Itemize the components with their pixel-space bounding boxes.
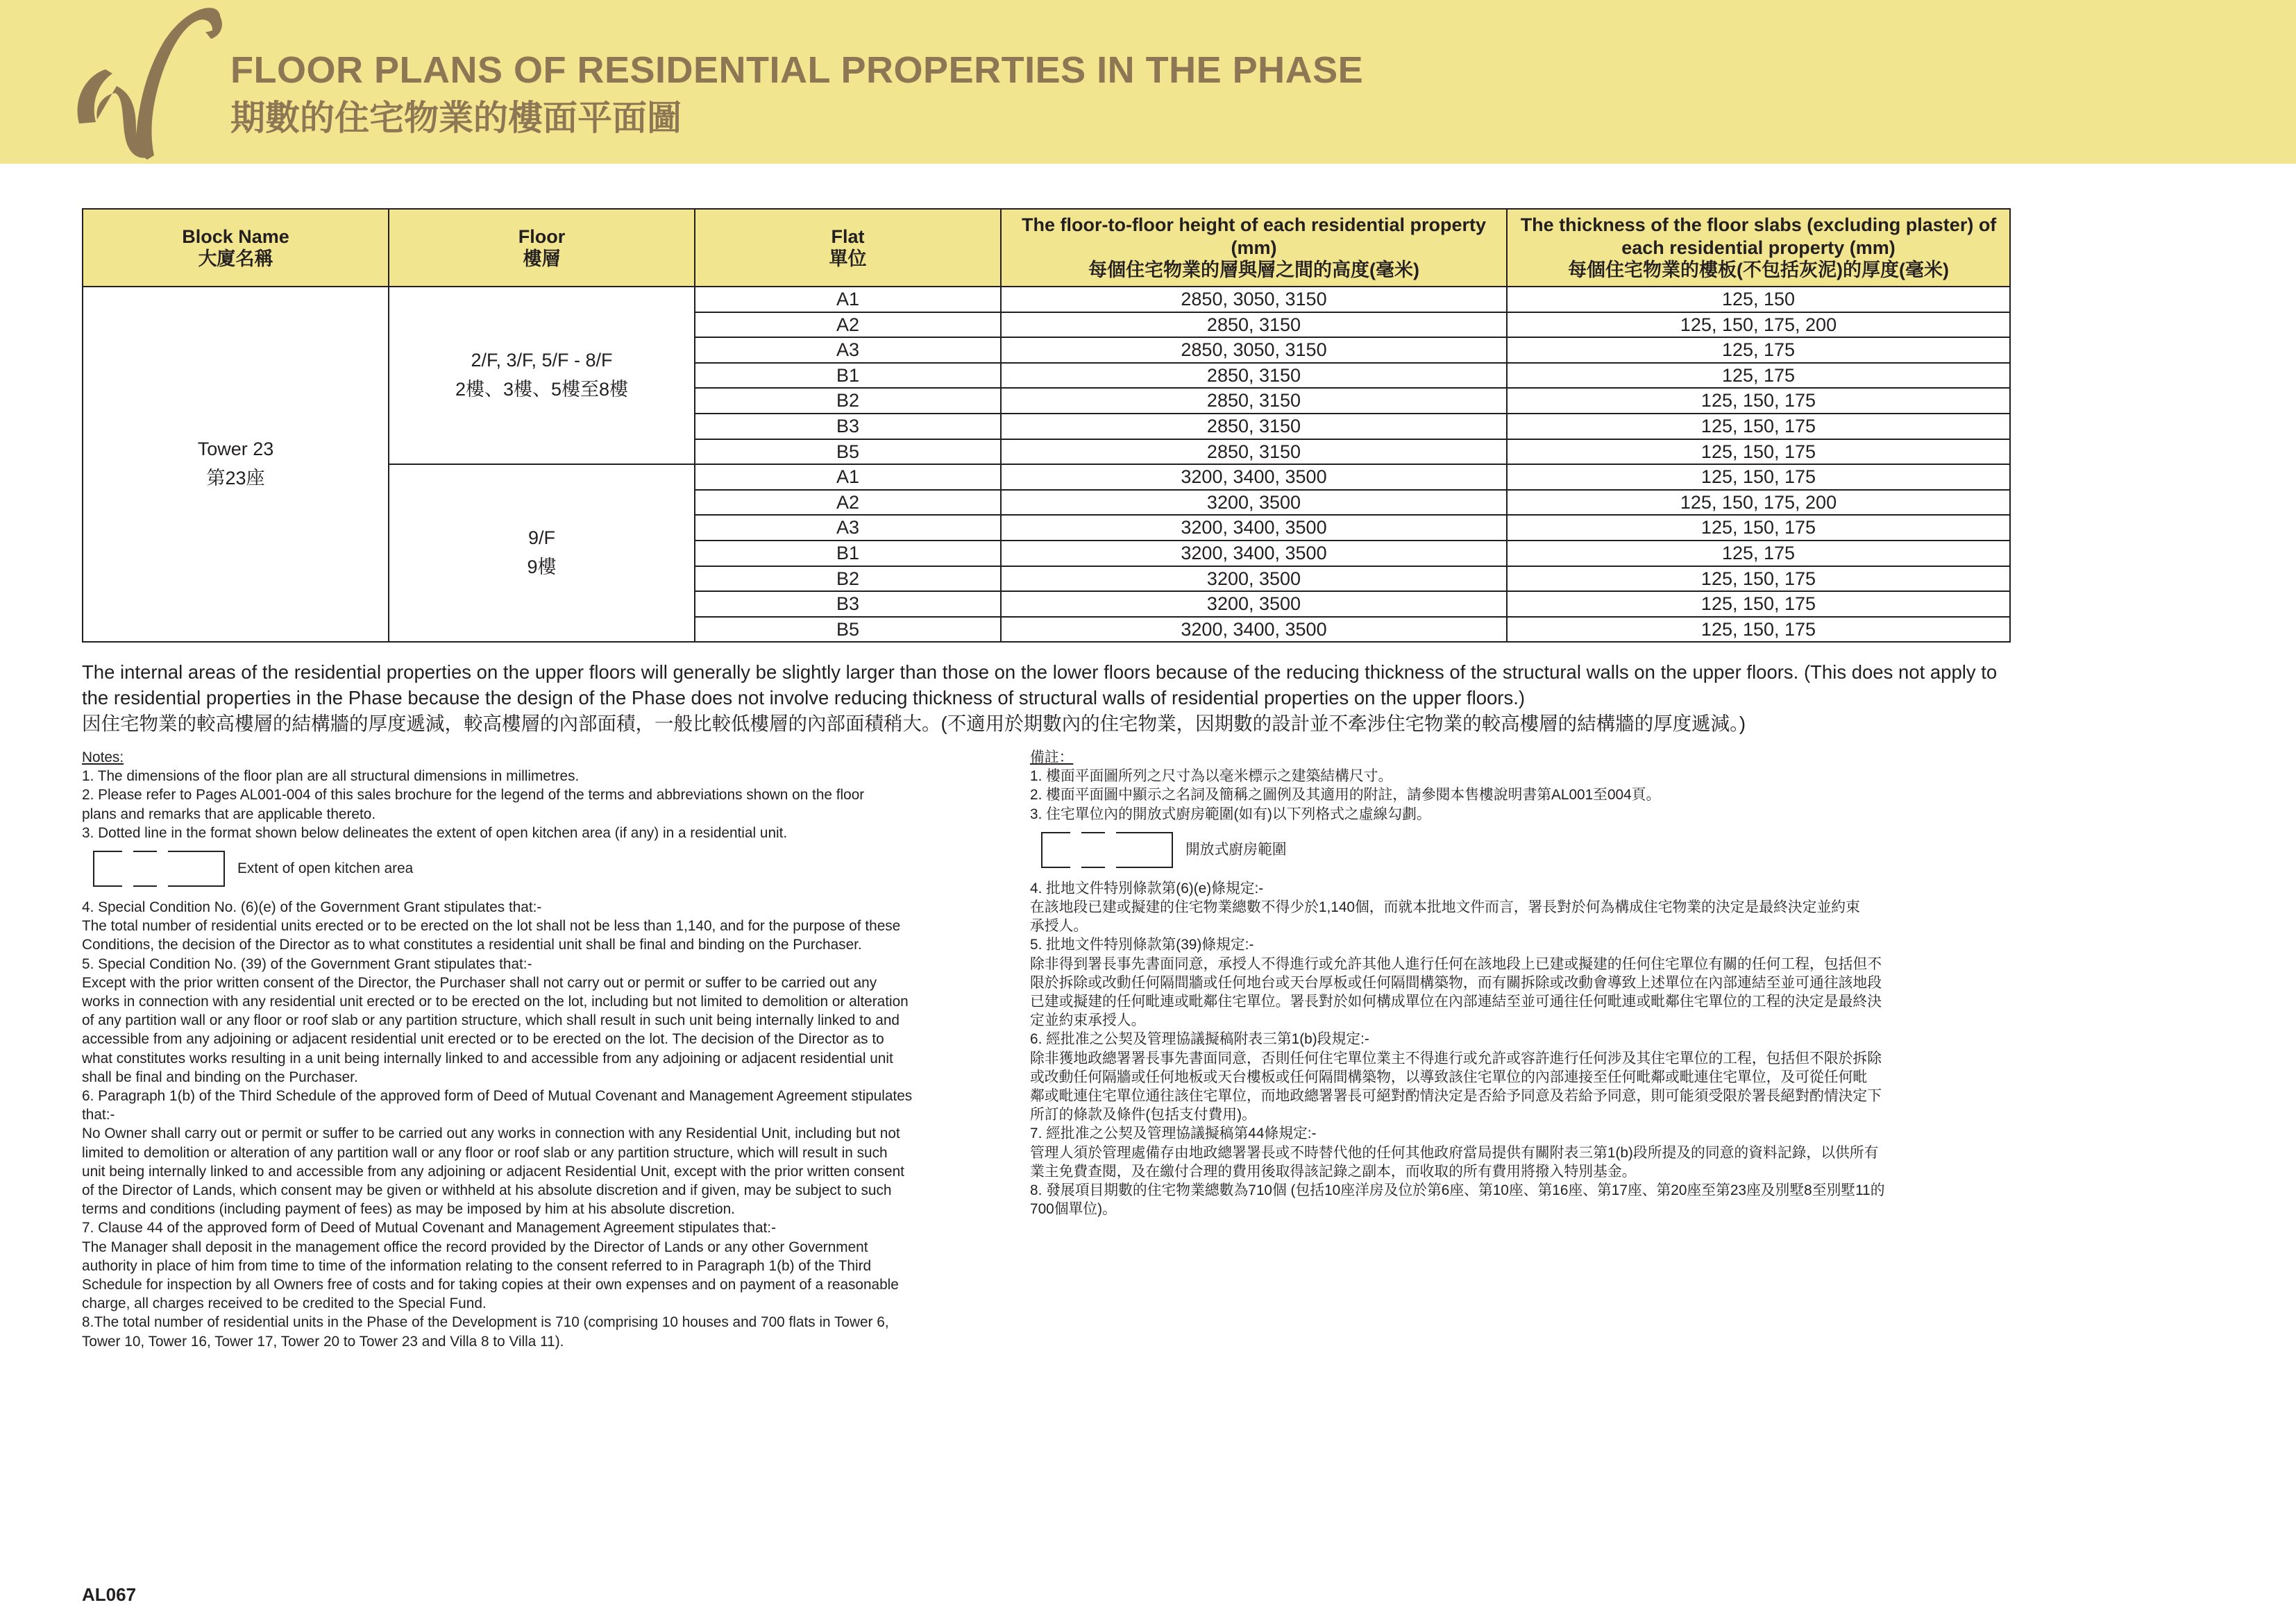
note-line-en: 7. Clause 44 of the approved form of Deed of Mutual Covenant and Management Agreement stipulates that:- bbox=[82, 1220, 777, 1237]
floor-height-cell: 3200, 3400, 3500 bbox=[1001, 541, 1507, 566]
floor-height-slab-table bbox=[82, 208, 2011, 643]
note-line-zh: 管理人須於管理處備存由地政總署署長或不時替代他的任何其他政府當局提供有關附表三第1(b)段所提及的同意的資料記錄，以供所有 bbox=[1030, 1144, 1879, 1161]
note-line-en: authority in place of him from time to time of the information relating to the consent referred to in Paragraph 1(b) of the Third bbox=[82, 1257, 872, 1274]
slab-thickness-cell: 125, 150, 175 bbox=[1507, 439, 2010, 465]
note-line-en: terms and conditions (including payment of fees) as may be imposed by him at his absolute discretion. bbox=[82, 1201, 735, 1218]
flat-cell: A1 bbox=[695, 464, 1001, 490]
flat-cell: A2 bbox=[695, 490, 1001, 516]
block-name-cell: Tower 23 第23座 bbox=[83, 287, 389, 642]
notes-en-list-b bbox=[82, 898, 1005, 1351]
note-line-en: Except with the prior written consent of the Director, the Purchaser shall not carry out or permit or suffer to be carried out any bbox=[82, 974, 877, 991]
floor-cell: 9/F 9樓 bbox=[389, 464, 695, 642]
note-line-zh: 除非獲地政總署署長事先書面同意，否則任何住宅單位業主不得進行或允許或容許進行任何涉及其住宅單位的工程，包括但不限於拆除 bbox=[1030, 1050, 1882, 1067]
brand-logo-icon bbox=[69, 0, 229, 164]
remark-zh-line: 因住宅物業的較高樓層的結構牆的厚度遞減，較高樓層的內部面積，一般比較低樓層的內部面積稍大。(不適用於期數內的住宅物業，因期數的設計並不牽涉住宅物業的較高樓層的結構牆的厚度遞減。) bbox=[82, 713, 1746, 734]
notes-zh-list-a bbox=[1030, 767, 2010, 824]
notes-en-list-a bbox=[82, 767, 1005, 842]
floor-height-cell: 2850, 3150 bbox=[1001, 363, 1507, 389]
note-line-en: 2. Please refer to Pages AL001-004 of this sales brochure for the legend of the terms and abbreviations shown on the floor bbox=[82, 787, 865, 804]
flat-cell: B5 bbox=[695, 439, 1001, 465]
flat-cell: B2 bbox=[695, 388, 1001, 414]
header-banner bbox=[0, 0, 2296, 164]
table-header-row bbox=[83, 209, 2010, 287]
dotted-line-box-icon bbox=[1041, 832, 1173, 868]
floor-height-cell: 3200, 3400, 3500 bbox=[1001, 464, 1507, 490]
note-line-en: 6. Paragraph 1(b) of the Third Schedule of the approved form of Deed of Mutual Covenant and Management Agreement stipulates bbox=[82, 1088, 913, 1105]
floor-cell: 2/F, 3/F, 5/F - 8/F 2樓、3樓、5樓至8樓 bbox=[389, 287, 695, 464]
page-number: AL067 bbox=[82, 1584, 137, 1605]
column-header-floor: Floor 樓層 bbox=[389, 209, 695, 287]
floor-height-cell: 3200, 3500 bbox=[1001, 566, 1507, 592]
column-header-block: Block Name 大廈名稱 bbox=[83, 209, 389, 287]
note-line-en: what constitutes works resulting in a unit being internally linked to and accessible from any adjoining or adjacent residential unit bbox=[82, 1050, 893, 1067]
note-line-zh: 所訂的條款及條件(包括支付費用)。 bbox=[1030, 1107, 1256, 1123]
slab-thickness-cell: 125, 150, 175, 200 bbox=[1507, 312, 2010, 338]
note-line-en: 8.The total number of residential units in the Phase of the Development is 710 (comprising 10 houses and 700 flats in Tower 6, bbox=[82, 1314, 889, 1331]
dotted-line-box-icon bbox=[93, 851, 225, 887]
note-line-en: 4. Special Condition No. (6)(e) of the Government Grant stipulates that:- bbox=[82, 899, 542, 916]
note-line-en: of any partition wall or any floor or roof slab or any partition structure, which shall result in such unit being internally linked to and bbox=[82, 1012, 900, 1029]
flat-cell: A1 bbox=[695, 287, 1001, 312]
open-kitchen-label: Extent of open kitchen area bbox=[237, 860, 414, 877]
floor-height-cell: 2850, 3150 bbox=[1001, 414, 1507, 439]
note-line-en: shall be final and binding on the Purchaser. bbox=[82, 1069, 358, 1085]
note-line-zh: 700個單位)。 bbox=[1030, 1201, 1117, 1218]
note-line-en: No Owner shall carry out or permit or suffer to be carried out any works in connection with any Residential Unit, including but not bbox=[82, 1125, 900, 1142]
flat-cell: A3 bbox=[695, 515, 1001, 541]
slab-thickness-cell: 125, 150, 175 bbox=[1507, 414, 2010, 439]
open-kitchen-legend bbox=[82, 847, 1005, 895]
notes-heading: Notes: bbox=[82, 749, 124, 765]
slab-thickness-cell: 125, 175 bbox=[1507, 541, 2010, 566]
remark-en-line: The internal areas of the residential properties on the upper floors will generally be slightly larger than those on the lower floors because of the reducing thickness of the structural walls on the upper floors. (This does not apply to bbox=[82, 661, 1998, 683]
floor-height-cell: 2850, 3150 bbox=[1001, 439, 1507, 465]
column-header-floor-height: The floor-to-floor height of each residential property (mm) 每個住宅物業的層與層之間的高度(毫米) bbox=[1001, 209, 1507, 287]
notes-zh-list-b bbox=[1030, 879, 2010, 1219]
note-line-zh: 除非得到署長事先書面同意，承授人不得進行或允許其他人進行任何在該地段上已建或擬建的任何住宅單位有關的任何工程，包括但不 bbox=[1030, 955, 1882, 972]
note-line-en: charge, all charges received to be credited to the Special Fund. bbox=[82, 1295, 487, 1312]
note-line-en: of the Director of Lands, which consent may be given or withheld at his absolute discretion and if given, may be subject to such bbox=[82, 1182, 892, 1199]
slab-thickness-cell: 125, 150 bbox=[1507, 287, 2010, 312]
notes-chinese bbox=[1030, 748, 2010, 1218]
note-line-en: The Manager shall deposit in the management office the record provided by the Director of Lands or any other Government bbox=[82, 1239, 868, 1255]
slab-thickness-cell: 125, 150, 175 bbox=[1507, 388, 2010, 414]
slab-thickness-cell: 125, 150, 175 bbox=[1507, 515, 2010, 541]
note-line-zh: 或改動任何隔牆或任何地板或天台樓板或任何隔間構築物，以導致該住宅單位的內部連接至任何毗鄰或毗連住宅單位，及可從任何毗 bbox=[1030, 1069, 1868, 1085]
page-title-en: FLOOR PLANS OF RESIDENTIAL PROPERTIES IN THE PHASE bbox=[230, 49, 1364, 91]
floor-height-cell: 3200, 3400, 3500 bbox=[1001, 515, 1507, 541]
note-line-en: 3. Dotted line in the format shown below delineates the extent of open kitchen area (if any) in a residential unit. bbox=[82, 824, 788, 841]
note-line-zh: 6. 經批准之公契及管理協議擬稿附表三第1(b)段規定:- bbox=[1030, 1031, 1369, 1048]
note-line-en: limited to demolition or alteration of any partition wall or any floor or roof slab or any partition structure, which will result in such bbox=[82, 1144, 888, 1161]
slab-thickness-cell: 125, 150, 175, 200 bbox=[1507, 490, 2010, 516]
note-line-zh: 2. 樓面平面圖中顯示之名詞及簡稱之圖例及其適用的附註，請參閱本售樓說明書第AL001至004頁。 bbox=[1030, 787, 1661, 804]
slab-thickness-cell: 125, 175 bbox=[1507, 363, 2010, 389]
note-line-zh: 3. 住宅單位內的開放式廚房範圍(如有)以下列格式之虛線勾劃。 bbox=[1030, 806, 1431, 822]
notes-english bbox=[82, 748, 1005, 1351]
note-line-zh: 1. 樓面平面圖所列之尺寸為以毫米標示之建築結構尺寸。 bbox=[1030, 768, 1393, 785]
note-line-zh: 在該地段已建或擬建的住宅物業總數不得少於1,140個，而就本批地文件而言，署長對於何為構成住宅物業的決定是最終決定並約束 bbox=[1030, 899, 1860, 916]
slab-thickness-cell: 125, 150, 175 bbox=[1507, 591, 2010, 617]
note-line-en: plans and remarks that are applicable thereto. bbox=[82, 806, 376, 822]
flat-cell: B3 bbox=[695, 414, 1001, 439]
floor-height-cell: 2850, 3150 bbox=[1001, 312, 1507, 338]
flat-cell: A2 bbox=[695, 312, 1001, 338]
column-header-slab-thickness: The thickness of the floor slabs (excluding plaster) of each residential property (mm) 每個住宅物業的樓板(不包括灰泥)的厚度(毫米) bbox=[1507, 209, 2010, 287]
note-line-en: Schedule for inspection by all Owners free of costs and for taking copies at their own expenses and on payment of a reasonable bbox=[82, 1277, 899, 1293]
floor-height-cell: 3200, 3500 bbox=[1001, 490, 1507, 516]
note-line-zh: 已建或擬建的任何毗連或毗鄰住宅單位。署長對於如何構成單位在內部連結至並可通往任何毗連或毗鄰住宅單位的工程的決定是最終決 bbox=[1030, 994, 1882, 1010]
flat-cell: B2 bbox=[695, 566, 1001, 592]
note-line-zh: 鄰或毗連住宅單位通往該住宅單位，而地政總署署長可絕對酌情決定是否給予同意及若給予同意，則可能須受限於署長絕對酌情決定下 bbox=[1030, 1088, 1882, 1105]
floor-height-cell: 2850, 3050, 3150 bbox=[1001, 287, 1507, 312]
slab-thickness-cell: 125, 150, 175 bbox=[1507, 464, 2010, 490]
flat-cell: B5 bbox=[695, 617, 1001, 643]
table-body bbox=[83, 287, 2010, 642]
flat-cell: B3 bbox=[695, 591, 1001, 617]
upper-floor-remark bbox=[82, 659, 2011, 736]
flat-cell: A3 bbox=[695, 337, 1001, 363]
note-line-en: unit being internally linked to and accessible from any adjoining or adjacent Residential Unit, except with the prior written consent bbox=[82, 1163, 904, 1180]
note-line-zh: 定並約束承授人。 bbox=[1030, 1012, 1146, 1029]
slab-thickness-cell: 125, 175 bbox=[1507, 337, 2010, 363]
note-line-zh: 限於拆除或改動任何隔間牆或任何地台或天台厚板或任何隔間構築物，而有關拆除或改動會導致上述單位在內部連結至並可通往該地段 bbox=[1030, 974, 1882, 991]
note-line-zh: 承授人。 bbox=[1030, 918, 1088, 935]
note-line-en: 1. The dimensions of the floor plan are all structural dimensions in millimetres. bbox=[82, 768, 580, 785]
note-line-en: that:- bbox=[82, 1107, 115, 1123]
note-line-zh: 5. 批地文件特別條款第(39)條規定:- bbox=[1030, 937, 1254, 953]
floor-height-cell: 2850, 3050, 3150 bbox=[1001, 337, 1507, 363]
note-line-en: works in connection with any residential unit erected or to be erected on the lot, including but not limited to demolition or alteration bbox=[82, 994, 909, 1010]
floor-height-cell: 3200, 3400, 3500 bbox=[1001, 617, 1507, 643]
note-line-zh: 業主免費查閱，及在繳付合理的費用後取得該記錄之副本，而收取的所有費用將撥入特別基金。 bbox=[1030, 1163, 1637, 1180]
floor-height-cell: 3200, 3500 bbox=[1001, 591, 1507, 617]
remark-en-line: the residential properties in the Phase because the design of the Phase does not involve reducing thickness of structural walls of residential properties on the upper floors.) bbox=[82, 687, 1525, 708]
note-line-en: accessible from any adjoining or adjacent residential unit erected or to be erected on the lot. The decision of the Director as to bbox=[82, 1031, 884, 1048]
note-line-en: Tower 10, Tower 16, Tower 17, Tower 20 to Tower 23 and Villa 8 to Villa 11). bbox=[82, 1333, 564, 1350]
floor-height-cell: 2850, 3150 bbox=[1001, 388, 1507, 414]
open-kitchen-label-zh: 開放式廚房範圍 bbox=[1185, 841, 1287, 858]
note-line-en: 5. Special Condition No. (39) of the Government Grant stipulates that:- bbox=[82, 955, 532, 972]
page-title-zh: 期數的住宅物業的樓面平面圖 bbox=[230, 99, 682, 137]
note-line-en: The total number of residential units erected or to be erected on the lot shall not be less than 1,140, and for the purpose of these bbox=[82, 918, 901, 935]
note-line-zh: 8. 發展項目期數的住宅物業總數為710個 (包括10座洋房及位於第6座、第10座、第16座、第17座、第20座至第23座及別墅8至別墅11的 bbox=[1030, 1182, 1885, 1199]
flat-cell: B1 bbox=[695, 363, 1001, 389]
slab-thickness-cell: 125, 150, 175 bbox=[1507, 617, 2010, 643]
open-kitchen-legend-zh bbox=[1030, 828, 2010, 876]
note-line-zh: 4. 批地文件特別條款第(6)(e)條規定:- bbox=[1030, 880, 1264, 897]
notes-heading-zh: 備註： bbox=[1030, 749, 1074, 765]
column-header-flat: Flat 單位 bbox=[695, 209, 1001, 287]
table-row bbox=[83, 287, 2010, 312]
note-line-zh: 7. 經批准之公契及管理協議擬稿第44條規定:- bbox=[1030, 1125, 1317, 1142]
flat-cell: B1 bbox=[695, 541, 1001, 566]
note-line-en: Conditions, the decision of the Director as to what constitutes a residential unit shall be final and binding on the Purchaser. bbox=[82, 937, 862, 953]
slab-thickness-cell: 125, 150, 175 bbox=[1507, 566, 2010, 592]
